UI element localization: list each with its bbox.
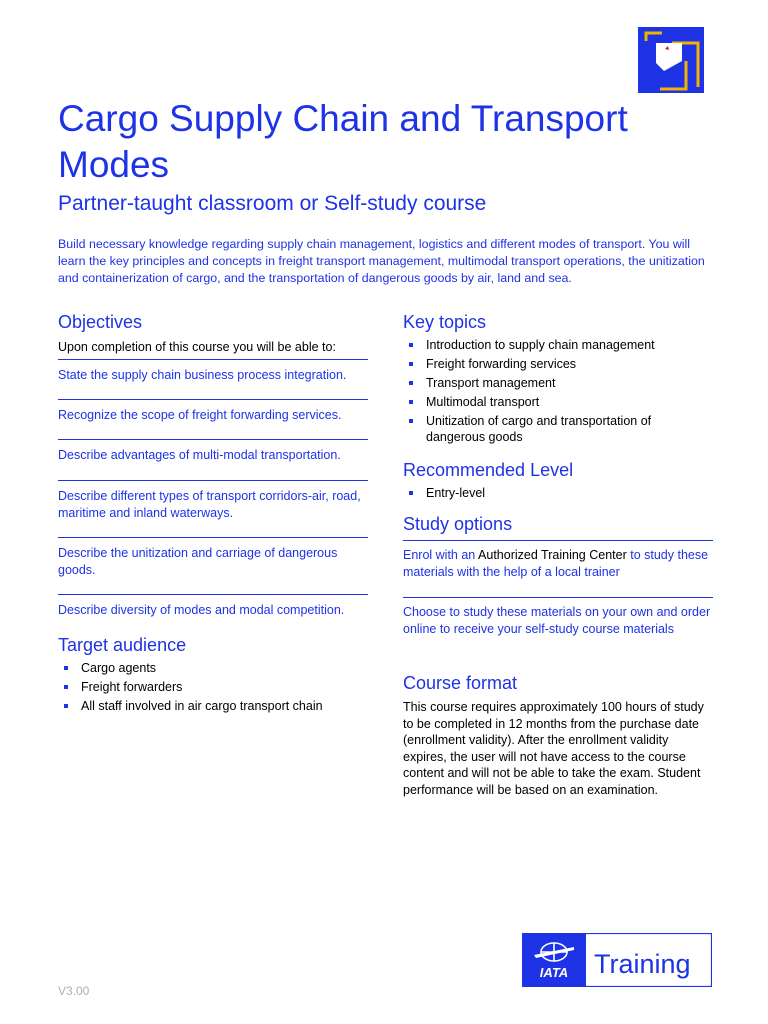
iata-logo-text: IATA bbox=[539, 965, 569, 980]
objectives-lead: Upon completion of this course you will be able to: bbox=[58, 340, 336, 354]
course-format-text: This course requires approximately 100 hours of study to be completed in 12 months from the purchase date (enrollment validity). After the enrollment validity expires, the user will not have access to the course content and will not be able to take the exam. Student performance will be based on an examination. bbox=[403, 700, 704, 797]
recommended-level-heading: Recommended Level bbox=[403, 460, 574, 480]
target-audience-list bbox=[58, 660, 368, 714]
iata-mark-logo bbox=[638, 27, 710, 93]
objective-item: Describe advantages of multi-modal transportation. bbox=[58, 439, 368, 480]
authorized-training-center-link[interactable]: Authorized Training Center bbox=[478, 548, 627, 562]
training-label: Training bbox=[594, 949, 691, 979]
study-options-heading: Study options bbox=[403, 514, 513, 534]
list-item: Unitization of cargo and transportation of dangerous goods bbox=[403, 413, 713, 445]
iata-training-logo bbox=[522, 933, 712, 987]
page-subtitle: Partner-taught classroom or Self-study course bbox=[58, 192, 487, 215]
list-item: Freight forwarders bbox=[58, 679, 368, 695]
list-item: Transport management bbox=[403, 375, 713, 391]
list-item: Multimodal transport bbox=[403, 394, 713, 410]
objective-item: Describe the unitization and carriage of dangerous goods. bbox=[58, 537, 368, 594]
right-column bbox=[403, 311, 713, 799]
objective-item: Describe diversity of modes and modal competition. bbox=[58, 594, 368, 634]
course-format-heading: Course format bbox=[403, 673, 518, 693]
study-option-text: Enrol with an bbox=[403, 548, 479, 562]
list-item: Introduction to supply chain management bbox=[403, 337, 713, 353]
study-option-self-study: Choose to study these materials on your own and order online to receive your self-study course materials bbox=[403, 597, 713, 672]
recommended-level-list bbox=[403, 485, 713, 501]
objective-item: State the supply chain business process integration. bbox=[58, 359, 368, 399]
objectives-heading: Objectives bbox=[58, 312, 143, 332]
key-topics-heading: Key topics bbox=[403, 312, 487, 332]
course-intro: Build necessary knowledge regarding supply chain management, logistics and different modes of transport. You will learn the key principles and concepts in freight transport management, multimodal transport operations, the unitization and containerization of cargo, and the transportation of dangerous goods by air, land and sea. bbox=[58, 237, 705, 285]
left-column bbox=[58, 311, 368, 717]
list-item: Entry-level bbox=[403, 485, 713, 501]
study-option-classroom bbox=[403, 540, 713, 597]
list-item: Freight forwarding services bbox=[403, 356, 713, 372]
objectives-list bbox=[58, 359, 368, 634]
key-topics-list bbox=[403, 337, 713, 445]
objective-item: Recognize the scope of freight forwarding services. bbox=[58, 399, 368, 439]
study-option-text: to study these materials with the help of a local trainer bbox=[403, 548, 709, 579]
list-item: Cargo agents bbox=[58, 660, 368, 676]
objective-item: Describe different types of transport corridors-air, road, maritime and inland waterways. bbox=[58, 480, 368, 537]
target-audience-heading: Target audience bbox=[58, 635, 187, 655]
page-title: Cargo Supply Chain and Transport Modes bbox=[58, 98, 628, 185]
list-item: All staff involved in air cargo transport chain bbox=[58, 698, 368, 714]
version-label: V3.00 bbox=[58, 984, 90, 998]
